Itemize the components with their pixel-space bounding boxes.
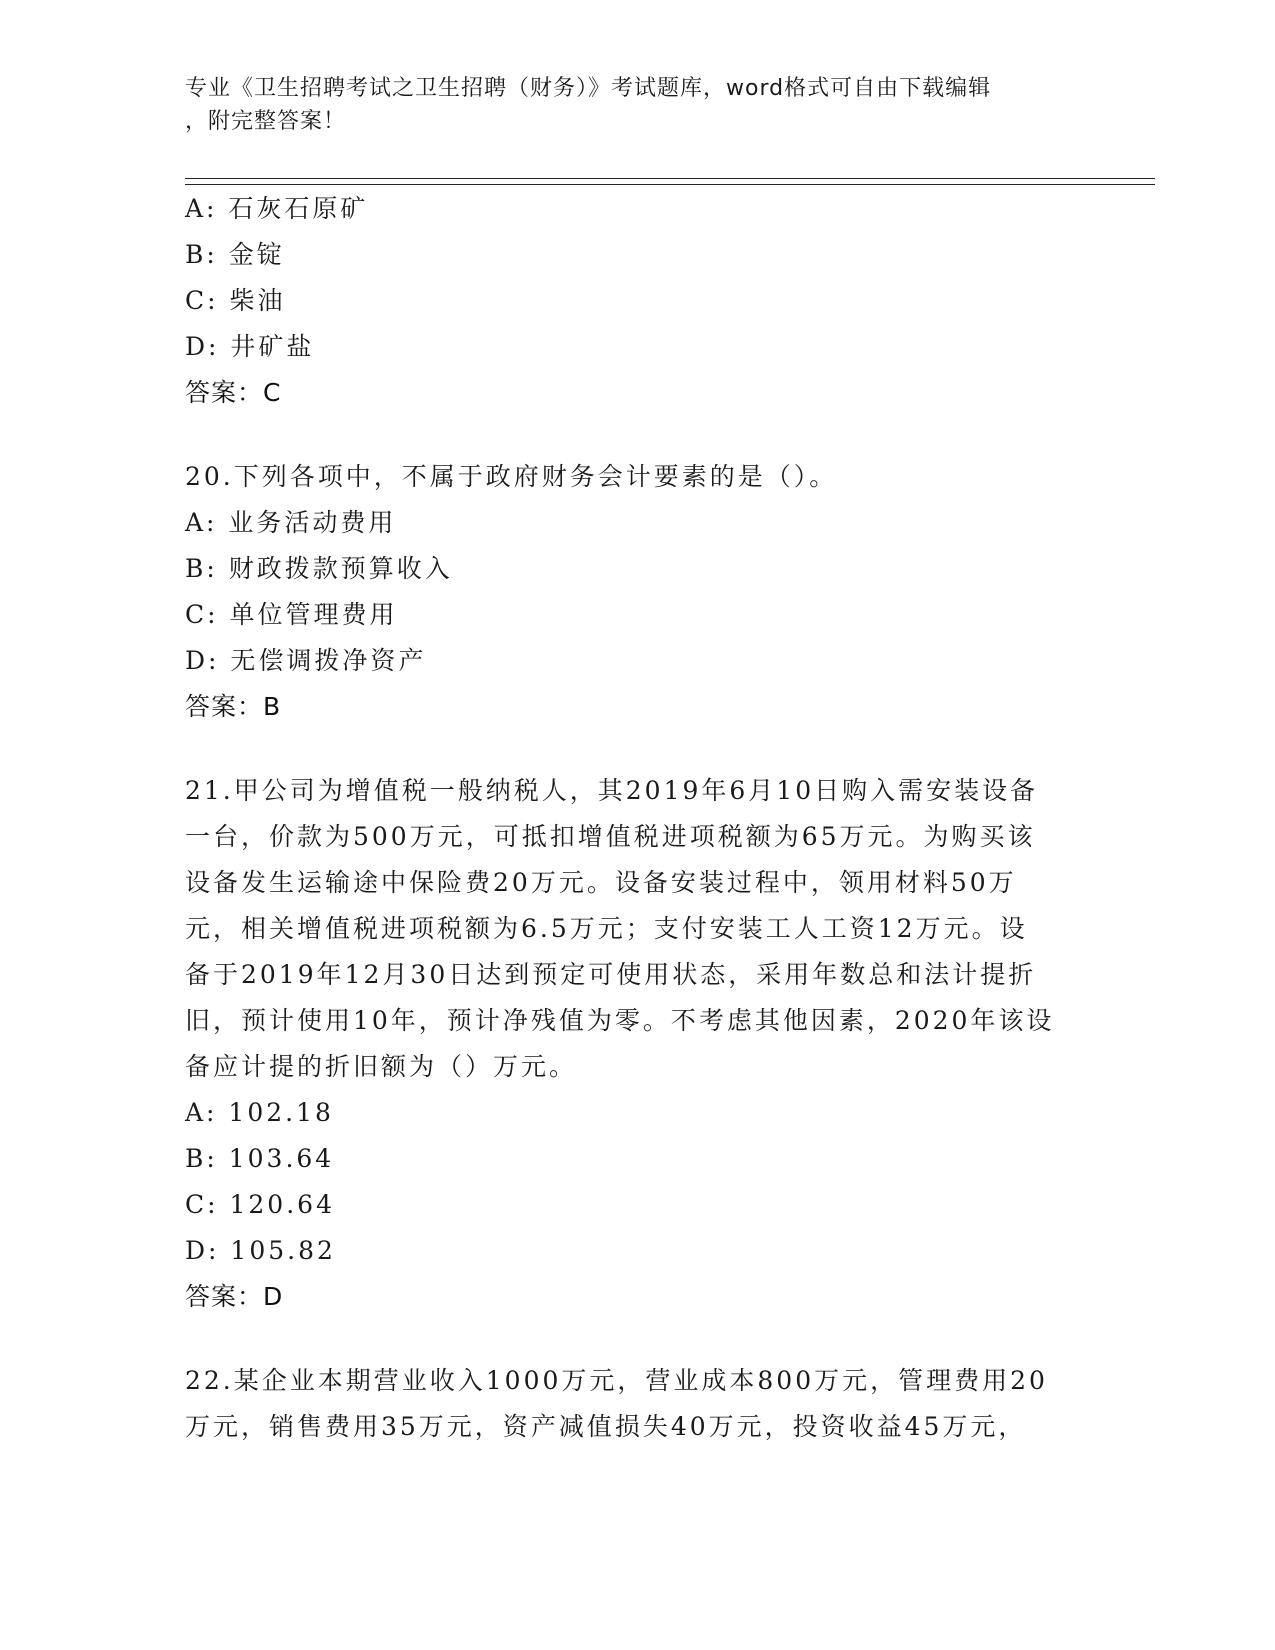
question-stem-line: 元，相关增值税进项税额为6.5万元；支付安装工人工资12万元。设 [185, 914, 1028, 943]
answer: 答案：D [185, 1282, 284, 1311]
option-d: D: 无偿调拨净资产 [185, 646, 427, 675]
answer: 答案：B [185, 692, 282, 721]
question-20 [185, 454, 1085, 730]
question-stem-line: 设备发生运输途中保险费20万元。设备安装过程中，领用材料50万 [185, 868, 1017, 897]
header-line-2: ，附完整答案！ [185, 109, 347, 134]
header-line-1: 专业《卫生招聘考试之卫生招聘（财务）》考试题库，word格式可自由下载编辑 [185, 76, 992, 101]
question-stem-line: 一台，价款为500万元，可抵扣增值税进项税额为65万元。为购买该 [185, 822, 1036, 851]
question-21 [185, 768, 1085, 1320]
question-stem-line: 旧，预计使用10年，预计净残值为零。不考虑其他因素，2020年该设 [185, 1006, 1055, 1035]
option-c: C: 柴油 [185, 286, 286, 315]
question-stem-line: 备于2019年12月30日达到预定可使用状态，采用年数总和法计提折 [185, 960, 1037, 989]
header-divider-top [185, 178, 1155, 179]
option-a: A: 石灰石原矿 [185, 194, 369, 223]
question-22 [185, 1358, 1085, 1450]
option-c: C: 单位管理费用 [185, 600, 398, 629]
question-stem-line: 万元，销售费用35万元，资产减值损失40万元，投资收益45万元， [185, 1412, 1027, 1441]
option-d: D: 105.82 [185, 1236, 336, 1265]
question-stem-line: 22.某企业本期营业收入1000万元，营业成本800万元，管理费用20 [185, 1366, 1048, 1395]
option-c: C: 120.64 [185, 1190, 335, 1219]
question-stem-line: 21.甲公司为增值税一般纳税人，其2019年6月10日购入需安装设备 [185, 776, 1039, 805]
option-b: B: 103.64 [185, 1144, 335, 1173]
option-d: D: 井矿盐 [185, 332, 315, 361]
option-a: A: 102.18 [185, 1098, 334, 1127]
question-19 [185, 186, 1085, 416]
option-b: B: 财政拨款预算收入 [185, 554, 453, 583]
option-b: B: 金锭 [185, 240, 285, 269]
option-a: A: 业务活动费用 [185, 508, 397, 537]
document-header [185, 72, 1065, 138]
header-divider-bottom [185, 184, 1155, 185]
question-stem-line: 备应计提的折旧额为（）万元。 [185, 1052, 578, 1081]
answer: 答案：C [185, 378, 282, 407]
question-list [185, 186, 1085, 1450]
question-stem: 20.下列各项中，不属于政府财务会计要素的是（）。 [185, 462, 838, 491]
